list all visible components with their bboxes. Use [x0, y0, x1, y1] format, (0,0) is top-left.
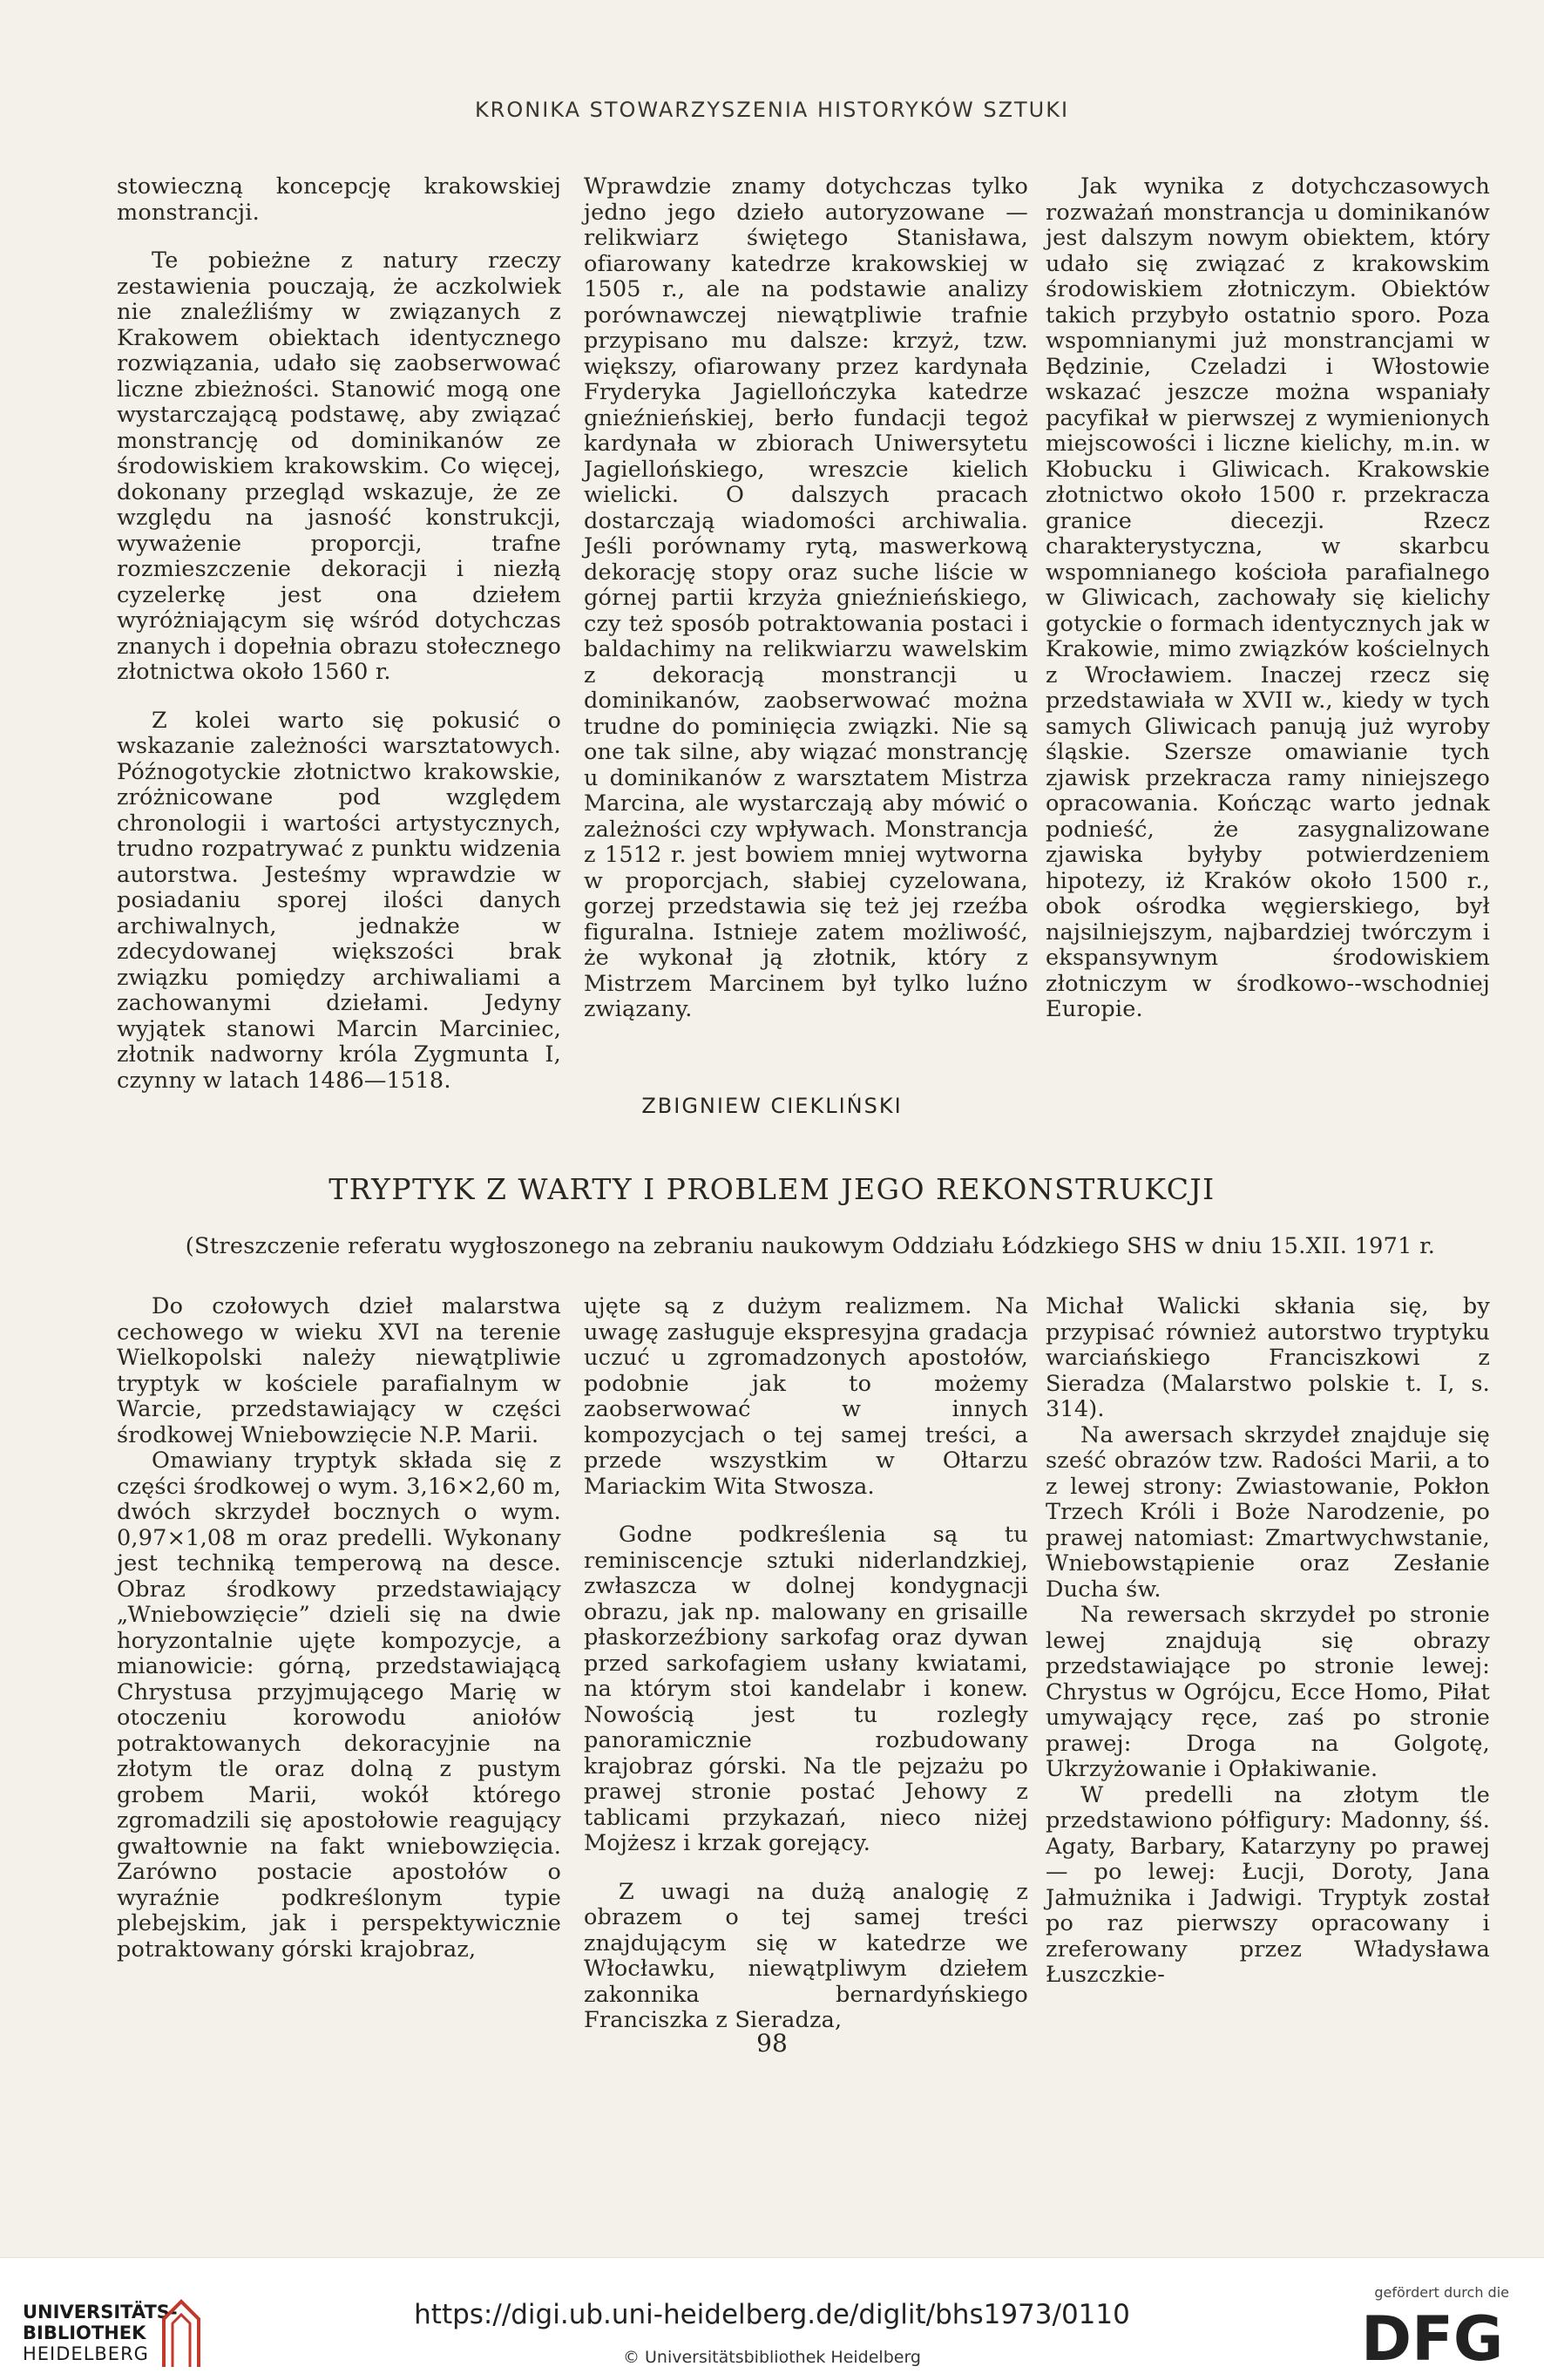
paragraph: Te pobieżne z natury rzeczy zestawienia pouczają, że aczkolwiek nie znaleźliśmy w związanych z Krakowem obiektach identycznego rozwiązania, udało się zaobserwować liczne zbieżności. Stanowić mogą one wystarczającą podstawę, aby związać monstrancję od dominikanów ze środowiskiem krakowskim. Co więcej, dokonany przegląd wskazuje, że ze względu na jasność konstrukcji, wyważenie proporcji, trafne rozmieszczenie dekoracji i niezłą cyzelerkę jest ona dziełem wyróżniającym się wśród dotychczas znanych i dopełnia obrazu stołecznego złotnictwa około 1560 r. [117, 247, 561, 685]
logo-line: HEIDELBERG [23, 2343, 149, 2364]
article-author: ZBIGNIEW CIEKLIŃSKI [641, 1094, 903, 1118]
paragraph: Michał Walicki skłania się, by przypisać również autorstwo tryptyku warciańskiego Franciszkowi z Sieradza (Malarstwo polskie t. I, s. 314). [1046, 1293, 1490, 1422]
bottom-column-1 [117, 1294, 561, 1963]
bottom-column-3 [1046, 1294, 1490, 1989]
paragraph: Wprawdzie znamy dotychczas tylko jedno jego dzieło autoryzowane — relikwiarz świętego Stanisława, ofiarowany katedrze krakowskiej w 1505 r., ale na podstawie analizy porównawczej niewątpliwie trafnie przypisano mu dalsze: krzyż, tzw. większy, ofiarowany przez kardynała Fryderyka Jagiellończyka katedrze gnieźnieńskiej, berło fundacji tegoż kardynała w zbiorach Uniwersytetu Jagiellońskiego, wreszcie kielich wielicki. O dalszych pracach dostarczają wiadomości archiwalia. Jeśli porównamy rytą, maswerkową dekorację stopy oraz suche liście w górnej partii krzyża gnieźnieńskiego, czy też sposób potraktowania postaci i baldachimy na relikwiarzu wawelskim z dekoracją monstrancji u dominikanów, zaobserwować można trudne do pominięcia związki. Nie są one tak silne, aby wiązać monstrancję u dominikanów z warsztatem Mistrza Marcina, ale wystarczają aby mówić o zależności czy wpływach. Monstrancja z 1512 r. jest bowiem mniej wytworna w proporcjach, słabiej cyzelowana, gorzej przedstawia się też jej rzeźba figuralna. Istnieje zatem możliwość, że wykonał ją złotnik, który z Mistrzem Marcinem był tylko luźno związany. [584, 173, 1028, 1022]
paragraph: Omawiany tryptyk składa się z części środkowej o wym. 3,16×2,60 m, dwóch skrzydeł bocznych o wym. 0,97×1,08 m oraz predelli. Wykonany jest techniką temperową na desce. Obraz środkowy przedstawiający „Wniebowzięcie” dzieli się na dwie horyzontalnie ujęte kompozycje, a mianowicie: górną, przedstawiającą Chrystusa przyjmującego Marię w otoczeniu korowodu aniołów potraktowanych dekoracyjnie na złotym tle oraz dolną z pustym grobem Marii, wokół którego zgromadzili się apostołowie reagujący gwałtownie na fakt wniebowzięcia. Zarówno postacie apostołów o wyraźnie podkreślonym typie plebejskim, jak i perspektywicznie potraktowany górski krajobraz, [117, 1448, 561, 1963]
paragraph: stowieczną koncepcję krakowskiej monstrancji. [117, 173, 561, 226]
top-column-2 [584, 174, 1028, 1023]
bottom-column-2 [584, 1294, 1028, 2034]
paragraph: Jak wynika z dotychczasowych rozważań monstrancja u dominikanów jest dalszym nowym obiektem, który udało się związać z krakowskim środowiskiem złotniczym. Obiektów takich przybyło ostatnio sporo. Poza wspomnianymi już monstrancjami w Będzinie, Czeladzi i Włostowie wskazać jeszcze można wspaniały pacyfikał w pierwszej z wymienionych miejscowości i liczne kielichy, m.in. w Kłobucku i Gliwicach. Krakowskie złotnictwo około 1500 r. przekracza granice diecezji. Rzecz charakterystyczna, w skarbcu wspomnianego kościoła parafialnego w Gliwicach, zachowały się kielichy gotyckie o formach identycznych jak w Krakowie, mimo związków kościelnych z Wrocławiem. Inaczej rzecz się przedstawiała w XVII w., kiedy w tych samych Gliwicach panują już wyroby śląskie. Szersze omawianie tych zjawisk przekracza ramy niniejszego opracowania. Kończąc warto jednak podnieść, że zasygnalizowane zjawiska byłyby potwierdzeniem hipotezy, iż Kraków około 1500 r., obok ośrodka węgierskiego, był najsilniejszym, najbardziej twórczym i ekspansywnym środowiskiem złotniczym w środkowo--wschodniej Europie. [1046, 173, 1490, 1022]
article-subtitle: (Streszczenie referatu wygłoszonego na zebraniu naukowym Oddziału Łódzkiego SHS w dniu 15.XII. 1971 r. [185, 1233, 1436, 1259]
paragraph: ujęte są z dużym realizmem. Na uwagę zasługuje ekspresyjna gradacja uczuć u zgromadzonych apostołów, podobnie jak to możemy zaobserwować w innych kompozycjach o tej samej treści, a przede wszystkim w Ołtarzu Mariackim Wita Stwosza. [584, 1293, 1028, 1500]
paragraph: Na awersach skrzydeł znajduje się sześć obrazów tzw. Radości Marii, a to z lewej strony: Zwiastowanie, Pokłon Trzech Króli i Boże Narodzenie, po prawej natomiast: Zmartwychwstanie, Wniebowstąpienie oraz Zesłanie Ducha św. [1046, 1421, 1490, 1603]
paragraph: Godne podkreślenia są tu reminiscencje sztuki niderlandzkiej, zwłaszcza w dolnej kondygnacji obrazu, jak np. malowany en grisaille płaskorzeźbiony sarkofag oraz dywan przed sarkofagiem usłany kwiatami, na którym stoi kandelabr i konew. Nowością jest tu rozległy panoramicznie rozbudowany krajobraz górski. Na tle pejzażu po prawej stronie postać Jehowy z tablicami przykazań, nieco niżej Mojżesz i krzak gorejący. [584, 1522, 1028, 1856]
paragraph: Z kolei warto się pokusić o wskazanie zależności warsztatowych. Późnogotyckie złotnictwo krakowskie, zróżnicowane pod względem chronologii i wartości artystycznych, trudno rozpatrywać z punktu widzenia autorstwa. Jesteśmy wprawdzie w posiadaniu sporej ilości danych archiwalnych, jednakże w zdecydowanej większości brak związku pomiędzy archiwaliami a zachowanymi dziełami. Jedyny wyjątek stanowi Marcin Marciniec, złotnik nadworny króla Zygmunta I, czynny w latach 1486—1518. [117, 707, 561, 1094]
source-url[interactable]: https://digi.ub.uni-heidelberg.de/diglit/bhs1973/0110 [414, 2299, 1130, 2330]
top-column-1 [117, 174, 561, 1094]
running-head: KRONIKA STOWARZYSZENIA HISTORYKÓW SZTUKI [474, 98, 1070, 122]
page-number: 98 [756, 2029, 788, 2058]
paragraph: Do czołowych dzieł malarstwa cechowego w wieku XVI na terenie Wielkopolski należy niewątpliwie tryptyk w kościele parafialnym w Warcie, przedstawiający w części środkowej Wniebowzięcie N.P. Marii. [117, 1293, 561, 1448]
logo-line: BIBLIOTHEK [23, 2322, 146, 2343]
dfg-logo-icon [1361, 2306, 1509, 2367]
footer-bar [0, 2257, 1544, 2380]
dfg-logo-text: DFG [1361, 2306, 1504, 2367]
paragraph: Z uwagi na dużą analogię z obrazem o tej samej treści znajdującym się w katedrze we Włocławku, niewątpliwym dziełem zakonnika bernardyńskiego Franciszka z Sieradza, [584, 1878, 1028, 2033]
paragraph: W predelli na złotym tle przedstawiono półfigury: Madonny, śś. Agaty, Barbary, Katarzyny po prawej — po lewej: Łucji, Doroty, Jana Jałmużnika i Jadwigi. Tryptyk został po raz pierwszy opracowany i zreferowany przez Władysława Łuszczkie- [1046, 1781, 1490, 1988]
logo-line: UNIVERSITÄTS- [23, 2302, 178, 2322]
top-column-3 [1046, 174, 1490, 1023]
copyright-text: © Universitätsbibliothek Heidelberg [622, 2348, 921, 2367]
paragraph: Na rewersach skrzydeł po stronie lewej znajdują się obrazy przedstawiające po stronie lewej: Chrystus w Ogrójcu, Ecce Homo, Piłat umywający ręce, zaś po stronie prawej: Droga na Golgotę, Ukrzyżowanie i Opłakiwanie. [1046, 1602, 1490, 1782]
dfg-label: gefördert durch die [1374, 2284, 1509, 2301]
article-title: TRYPTYK Z WARTY I PROBLEM JEGO REKONSTRUKCJI [328, 1172, 1216, 1206]
